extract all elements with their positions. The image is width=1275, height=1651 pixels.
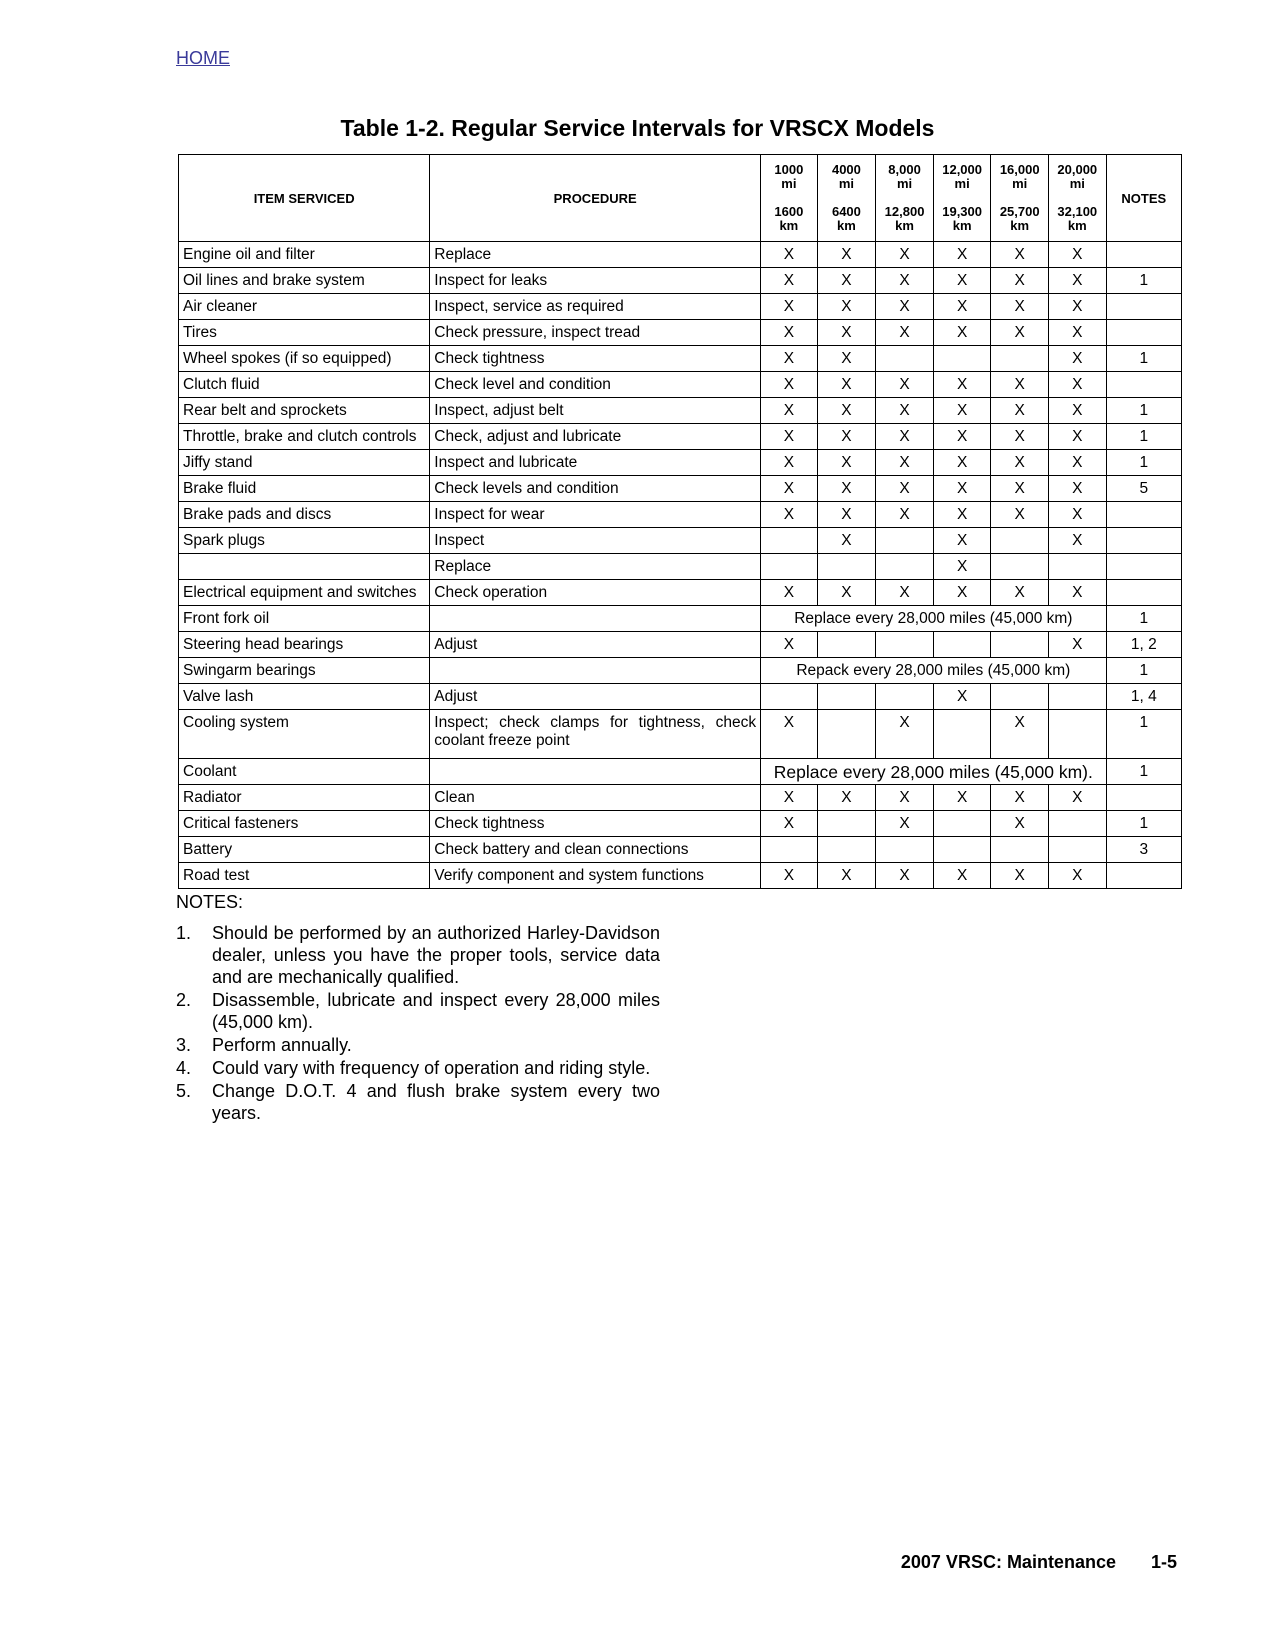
interval-mark-cell <box>876 684 934 710</box>
item-cell <box>179 554 430 580</box>
interval-mark-cell: X <box>761 398 818 424</box>
procedure-cell: Adjust <box>430 632 761 658</box>
interval-mark-cell: X <box>817 785 876 811</box>
interval-mark-cell: X <box>876 320 934 346</box>
procedure-cell: Check tightness <box>430 346 761 372</box>
item-cell: Clutch fluid <box>179 372 430 398</box>
interval-km-unit: km <box>1010 218 1030 233</box>
notes-cell: 3 <box>1106 837 1181 863</box>
notes-cell: 1 <box>1106 268 1181 294</box>
interval-mark-cell: X <box>991 398 1049 424</box>
interval-mark-cell <box>876 346 934 372</box>
interval-mark-cell: X <box>1048 450 1106 476</box>
interval-miles-unit: mi <box>954 176 970 191</box>
interval-span-cell: Replace every 28,000 miles (45,000 km) <box>761 606 1106 632</box>
interval-mark-cell <box>876 837 934 863</box>
item-cell: Brake pads and discs <box>179 502 430 528</box>
interval-mark-cell: X <box>933 268 991 294</box>
interval-mark-cell: X <box>991 450 1049 476</box>
page-footer <box>901 1552 1177 1573</box>
notes-cell: 1 <box>1106 759 1181 785</box>
note-text: Perform annually. <box>212 1035 352 1055</box>
interval-mark-cell: X <box>876 710 934 759</box>
procedure-cell: Check operation <box>430 580 761 606</box>
notes-cell <box>1106 580 1181 606</box>
notes-list <box>176 922 660 1125</box>
interval-mark-cell <box>817 554 876 580</box>
interval-mark-cell: X <box>817 528 876 554</box>
procedure-cell: Replace <box>430 554 761 580</box>
interval-mark-cell: X <box>1048 268 1106 294</box>
interval-mark-cell: X <box>1048 372 1106 398</box>
interval-mark-cell: X <box>991 242 1049 268</box>
item-cell: Battery <box>179 837 430 863</box>
interval-miles: 12,000 <box>942 162 982 177</box>
interval-mark-cell: X <box>933 372 991 398</box>
notes-heading: NOTES: <box>176 892 244 912</box>
page-number: 1-5 <box>1150 1552 1177 1572</box>
interval-km: 1600 <box>774 204 804 219</box>
interval-km-unit: km <box>1067 218 1087 233</box>
interval-mark-cell: X <box>991 502 1049 528</box>
interval-km-unit: km <box>837 218 856 233</box>
interval-mark-cell <box>817 837 876 863</box>
interval-mark-cell <box>761 684 818 710</box>
item-cell: Critical fasteners <box>179 811 430 837</box>
interval-mark-cell: X <box>876 242 934 268</box>
procedure-cell: Replace <box>430 242 761 268</box>
interval-miles-unit: mi <box>896 176 913 191</box>
interval-mark-cell <box>991 837 1049 863</box>
interval-mark-cell: X <box>761 294 818 320</box>
interval-mark-cell: X <box>761 785 818 811</box>
item-cell: Spark plugs <box>179 528 430 554</box>
table-row <box>179 785 1182 811</box>
interval-mark-cell: X <box>1048 242 1106 268</box>
interval-mark-cell: X <box>876 785 934 811</box>
table-row <box>179 580 1182 606</box>
procedure-cell: Check pressure, inspect tread <box>430 320 761 346</box>
note-text: Disassemble, lubricate and inspect every 28,000 miles (45,000 km). <box>212 990 660 1032</box>
interval-miles: 1000 <box>774 162 804 177</box>
table-row <box>179 346 1182 372</box>
interval-mark-cell: X <box>817 268 876 294</box>
interval-mark-cell <box>991 632 1049 658</box>
interval-mark-cell: X <box>761 632 818 658</box>
page-title: Table 1-2. Regular Service Intervals for VRSCX Models <box>340 115 935 141</box>
table-row <box>179 268 1182 294</box>
column-header-procedure: PROCEDURE <box>430 155 761 242</box>
interval-mark-cell: X <box>933 554 991 580</box>
note-number: 2. <box>176 990 192 1010</box>
interval-mark-cell: X <box>817 346 876 372</box>
table-row <box>179 242 1182 268</box>
interval-mark-cell: X <box>1048 632 1106 658</box>
notes-cell <box>1106 242 1181 268</box>
interval-km: 12,800 <box>884 204 925 219</box>
column-header-interval <box>991 155 1049 242</box>
interval-mark-cell <box>1048 554 1106 580</box>
procedure-cell: Inspect, adjust belt <box>430 398 761 424</box>
interval-mark-cell: X <box>876 811 934 837</box>
notes-cell <box>1106 372 1181 398</box>
interval-mark-cell <box>1048 684 1106 710</box>
note-text: Could vary with frequency of operation and riding style. <box>212 1058 651 1078</box>
interval-mark-cell <box>991 554 1049 580</box>
notes-cell <box>1106 554 1181 580</box>
procedure-cell <box>430 606 761 632</box>
interval-mark-cell: X <box>761 320 818 346</box>
interval-mark-cell: X <box>933 863 991 889</box>
interval-km: 19,300 <box>942 204 982 219</box>
interval-mark-cell: X <box>761 346 818 372</box>
interval-mark-cell: X <box>991 710 1049 759</box>
interval-mark-cell <box>876 528 934 554</box>
interval-mark-cell: X <box>817 580 876 606</box>
table-row <box>179 710 1182 759</box>
notes-cell <box>1106 320 1181 346</box>
interval-mark-cell: X <box>876 863 934 889</box>
note-number: 5. <box>176 1081 192 1101</box>
notes-cell <box>1106 502 1181 528</box>
notes-cell: 1 <box>1106 811 1181 837</box>
interval-span-cell: Repack every 28,000 miles (45,000 km) <box>761 658 1106 684</box>
interval-mark-cell <box>761 554 818 580</box>
interval-km-unit: km <box>779 218 799 233</box>
table-row <box>179 372 1182 398</box>
interval-mark-cell: X <box>933 528 991 554</box>
interval-mark-cell <box>1048 710 1106 759</box>
interval-mark-cell: X <box>817 294 876 320</box>
notes-cell: 5 <box>1106 476 1181 502</box>
notes-cell: 1 <box>1106 424 1181 450</box>
notes-cell <box>1106 294 1181 320</box>
interval-mark-cell <box>761 528 818 554</box>
procedure-cell: Check levels and condition <box>430 476 761 502</box>
procedure-cell: Check level and condition <box>430 372 761 398</box>
interval-mark-cell: X <box>1048 424 1106 450</box>
interval-mark-cell: X <box>876 398 934 424</box>
table-row <box>179 502 1182 528</box>
table-row <box>179 476 1182 502</box>
interval-mark-cell: X <box>933 580 991 606</box>
interval-mark-cell <box>991 684 1049 710</box>
table-row <box>179 320 1182 346</box>
item-cell: Coolant <box>179 759 430 785</box>
notes-cell <box>1106 785 1181 811</box>
table-header-row <box>179 155 1182 242</box>
interval-mark-cell: X <box>1048 476 1106 502</box>
interval-mark-cell <box>933 811 991 837</box>
note-text: Should be performed by an authorized Harley-Davidson dealer, unless you have the proper tools, service data and are mechanically qualified. <box>212 923 660 987</box>
interval-mark-cell <box>933 632 991 658</box>
item-cell: Steering head bearings <box>179 632 430 658</box>
notes-cell: 1, 2 <box>1106 632 1181 658</box>
interval-mark-cell: X <box>876 268 934 294</box>
table-row <box>179 424 1182 450</box>
interval-mark-cell: X <box>991 320 1049 346</box>
interval-mark-cell: X <box>933 785 991 811</box>
item-cell: Electrical equipment and switches <box>179 580 430 606</box>
interval-mark-cell: X <box>761 424 818 450</box>
notes-cell: 1 <box>1106 606 1181 632</box>
procedure-cell: Inspect <box>430 528 761 554</box>
item-cell: Front fork oil <box>179 606 430 632</box>
table-row <box>179 450 1182 476</box>
procedure-cell: Check, adjust and lubricate <box>430 424 761 450</box>
interval-mark-cell: X <box>991 580 1049 606</box>
interval-mark-cell <box>1048 811 1106 837</box>
interval-mark-cell <box>761 837 818 863</box>
interval-miles-unit: mi <box>838 176 855 191</box>
interval-km: 25,700 <box>999 204 1040 219</box>
note-text: Change D.O.T. 4 and flush brake system every two years. <box>212 1081 660 1123</box>
table-row <box>179 684 1182 710</box>
interval-mark-cell: X <box>1048 502 1106 528</box>
procedure-cell: Adjust <box>430 684 761 710</box>
procedure-cell: Inspect and lubricate <box>430 450 761 476</box>
interval-miles: 16,000 <box>999 162 1040 177</box>
table-row <box>179 632 1182 658</box>
interval-mark-cell: X <box>1048 398 1106 424</box>
item-cell: Radiator <box>179 785 430 811</box>
item-cell: Brake fluid <box>179 476 430 502</box>
interval-mark-cell: X <box>1048 346 1106 372</box>
item-cell: Jiffy stand <box>179 450 430 476</box>
interval-mark-cell: X <box>933 242 991 268</box>
interval-mark-cell <box>876 554 934 580</box>
interval-mark-cell: X <box>1048 528 1106 554</box>
procedure-cell <box>430 759 761 785</box>
interval-miles-unit: mi <box>1012 176 1028 191</box>
interval-mark-cell: X <box>991 372 1049 398</box>
table-row <box>179 554 1182 580</box>
interval-mark-cell: X <box>761 268 818 294</box>
interval-mark-cell: X <box>817 502 876 528</box>
notes-cell <box>1106 863 1181 889</box>
interval-mark-cell: X <box>1048 320 1106 346</box>
note-item <box>176 1057 660 1079</box>
table-row <box>179 294 1182 320</box>
footer-section: 2007 VRSC: Maintenance <box>900 1552 1116 1572</box>
interval-mark-cell <box>876 632 934 658</box>
interval-mark-cell: X <box>761 863 818 889</box>
interval-miles-unit: mi <box>1069 176 1085 191</box>
interval-mark-cell <box>817 811 876 837</box>
interval-mark-cell: X <box>761 580 818 606</box>
interval-span-cell: Replace every 28,000 miles (45,000 km). <box>761 759 1106 785</box>
interval-miles-unit: mi <box>781 176 797 191</box>
column-header-item: ITEM SERVICED <box>179 155 430 242</box>
table-row <box>179 398 1182 424</box>
procedure-cell: Inspect for leaks <box>430 268 761 294</box>
interval-mark-cell <box>991 346 1049 372</box>
interval-mark-cell: X <box>761 811 818 837</box>
column-header-interval <box>876 155 934 242</box>
item-cell: Cooling system <box>179 710 430 759</box>
interval-mark-cell: X <box>761 450 818 476</box>
interval-km-unit: km <box>895 218 914 233</box>
column-header-interval <box>933 155 991 242</box>
interval-mark-cell: X <box>991 294 1049 320</box>
interval-mark-cell <box>933 837 991 863</box>
item-cell: Throttle, brake and clutch controls <box>179 424 430 450</box>
interval-mark-cell: X <box>933 450 991 476</box>
interval-mark-cell: X <box>876 424 934 450</box>
item-cell: Wheel spokes (if so equipped) <box>179 346 430 372</box>
interval-mark-cell <box>1048 837 1106 863</box>
note-number: 3. <box>176 1035 192 1055</box>
notes-cell <box>1106 528 1181 554</box>
interval-mark-cell: X <box>876 476 934 502</box>
procedure-cell: Inspect for wear <box>430 502 761 528</box>
interval-mark-cell: X <box>761 502 818 528</box>
interval-mark-cell: X <box>991 268 1049 294</box>
column-header-interval <box>761 155 818 242</box>
interval-mark-cell: X <box>817 424 876 450</box>
column-header-notes: NOTES <box>1106 155 1181 242</box>
table-row <box>179 528 1182 554</box>
interval-mark-cell: X <box>761 372 818 398</box>
table-body <box>179 242 1182 889</box>
interval-mark-cell: X <box>876 294 934 320</box>
interval-mark-cell: X <box>991 811 1049 837</box>
notes-cell: 1 <box>1106 398 1181 424</box>
item-cell: Rear belt and sprockets <box>179 398 430 424</box>
interval-mark-cell: X <box>1048 294 1106 320</box>
interval-mark-cell <box>991 528 1049 554</box>
interval-mark-cell: X <box>817 398 876 424</box>
procedure-cell: Verify component and system functions <box>430 863 761 889</box>
interval-km-unit: km <box>952 218 972 233</box>
interval-mark-cell: X <box>1048 863 1106 889</box>
interval-mark-cell: X <box>933 320 991 346</box>
table-row <box>179 658 1182 684</box>
interval-mark-cell: X <box>991 863 1049 889</box>
notes-cell: 1 <box>1106 658 1181 684</box>
interval-mark-cell: X <box>933 684 991 710</box>
procedure-cell: Check tightness <box>430 811 761 837</box>
procedure-cell: Clean <box>430 785 761 811</box>
interval-mark-cell: X <box>991 476 1049 502</box>
interval-mark-cell <box>933 710 991 759</box>
interval-mark-cell: X <box>876 580 934 606</box>
notes-cell: 1 <box>1106 450 1181 476</box>
table-row <box>179 837 1182 863</box>
table-row <box>179 606 1182 632</box>
item-cell: Air cleaner <box>179 294 430 320</box>
interval-mark-cell <box>817 684 876 710</box>
interval-mark-cell: X <box>876 450 934 476</box>
interval-km: 6400 <box>831 204 861 219</box>
notes-cell: 1, 4 <box>1106 684 1181 710</box>
interval-mark-cell <box>817 710 876 759</box>
interval-mark-cell <box>933 346 991 372</box>
interval-mark-cell: X <box>817 320 876 346</box>
procedure-cell: Inspect; check clamps for tightness, check coolant freeze point <box>430 710 761 759</box>
interval-mark-cell: X <box>1048 785 1106 811</box>
column-header-interval <box>817 155 876 242</box>
table-row <box>179 863 1182 889</box>
item-cell: Road test <box>179 863 430 889</box>
note-item <box>176 922 660 988</box>
table-row <box>179 759 1182 785</box>
note-item <box>176 1080 660 1124</box>
notes-cell: 1 <box>1106 710 1181 759</box>
interval-miles: 20,000 <box>1057 162 1098 177</box>
interval-mark-cell: X <box>991 785 1049 811</box>
column-header-interval <box>1048 155 1106 242</box>
interval-mark-cell: X <box>817 372 876 398</box>
interval-miles: 4000 <box>831 162 861 177</box>
interval-km: 32,100 <box>1057 204 1098 219</box>
notes-cell: 1 <box>1106 346 1181 372</box>
procedure-cell <box>430 658 761 684</box>
interval-miles: 8,000 <box>888 162 921 177</box>
interval-mark-cell: X <box>761 242 818 268</box>
interval-mark-cell: X <box>933 476 991 502</box>
interval-mark-cell: X <box>876 372 934 398</box>
item-cell: Valve lash <box>179 684 430 710</box>
interval-mark-cell: X <box>817 863 876 889</box>
interval-mark-cell: X <box>933 502 991 528</box>
interval-mark-cell: X <box>933 398 991 424</box>
home-link[interactable]: HOME <box>176 48 230 68</box>
item-cell: Engine oil and filter <box>179 242 430 268</box>
item-cell: Oil lines and brake system <box>179 268 430 294</box>
service-intervals-table <box>178 154 1182 889</box>
table-row <box>179 811 1182 837</box>
item-cell: Tires <box>179 320 430 346</box>
procedure-cell: Inspect, service as required <box>430 294 761 320</box>
interval-mark-cell: X <box>817 242 876 268</box>
procedure-cell: Check battery and clean connections <box>430 837 761 863</box>
note-item <box>176 989 660 1033</box>
interval-mark-cell: X <box>817 476 876 502</box>
note-item <box>176 1034 660 1056</box>
interval-mark-cell: X <box>761 710 818 759</box>
interval-mark-cell: X <box>933 424 991 450</box>
interval-mark-cell: X <box>1048 580 1106 606</box>
interval-mark-cell: X <box>933 294 991 320</box>
interval-mark-cell <box>817 632 876 658</box>
interval-mark-cell: X <box>817 450 876 476</box>
note-number: 4. <box>176 1058 192 1078</box>
interval-mark-cell: X <box>876 502 934 528</box>
item-cell: Swingarm bearings <box>179 658 430 684</box>
interval-mark-cell: X <box>761 476 818 502</box>
note-number: 1. <box>176 923 192 943</box>
interval-mark-cell: X <box>991 424 1049 450</box>
